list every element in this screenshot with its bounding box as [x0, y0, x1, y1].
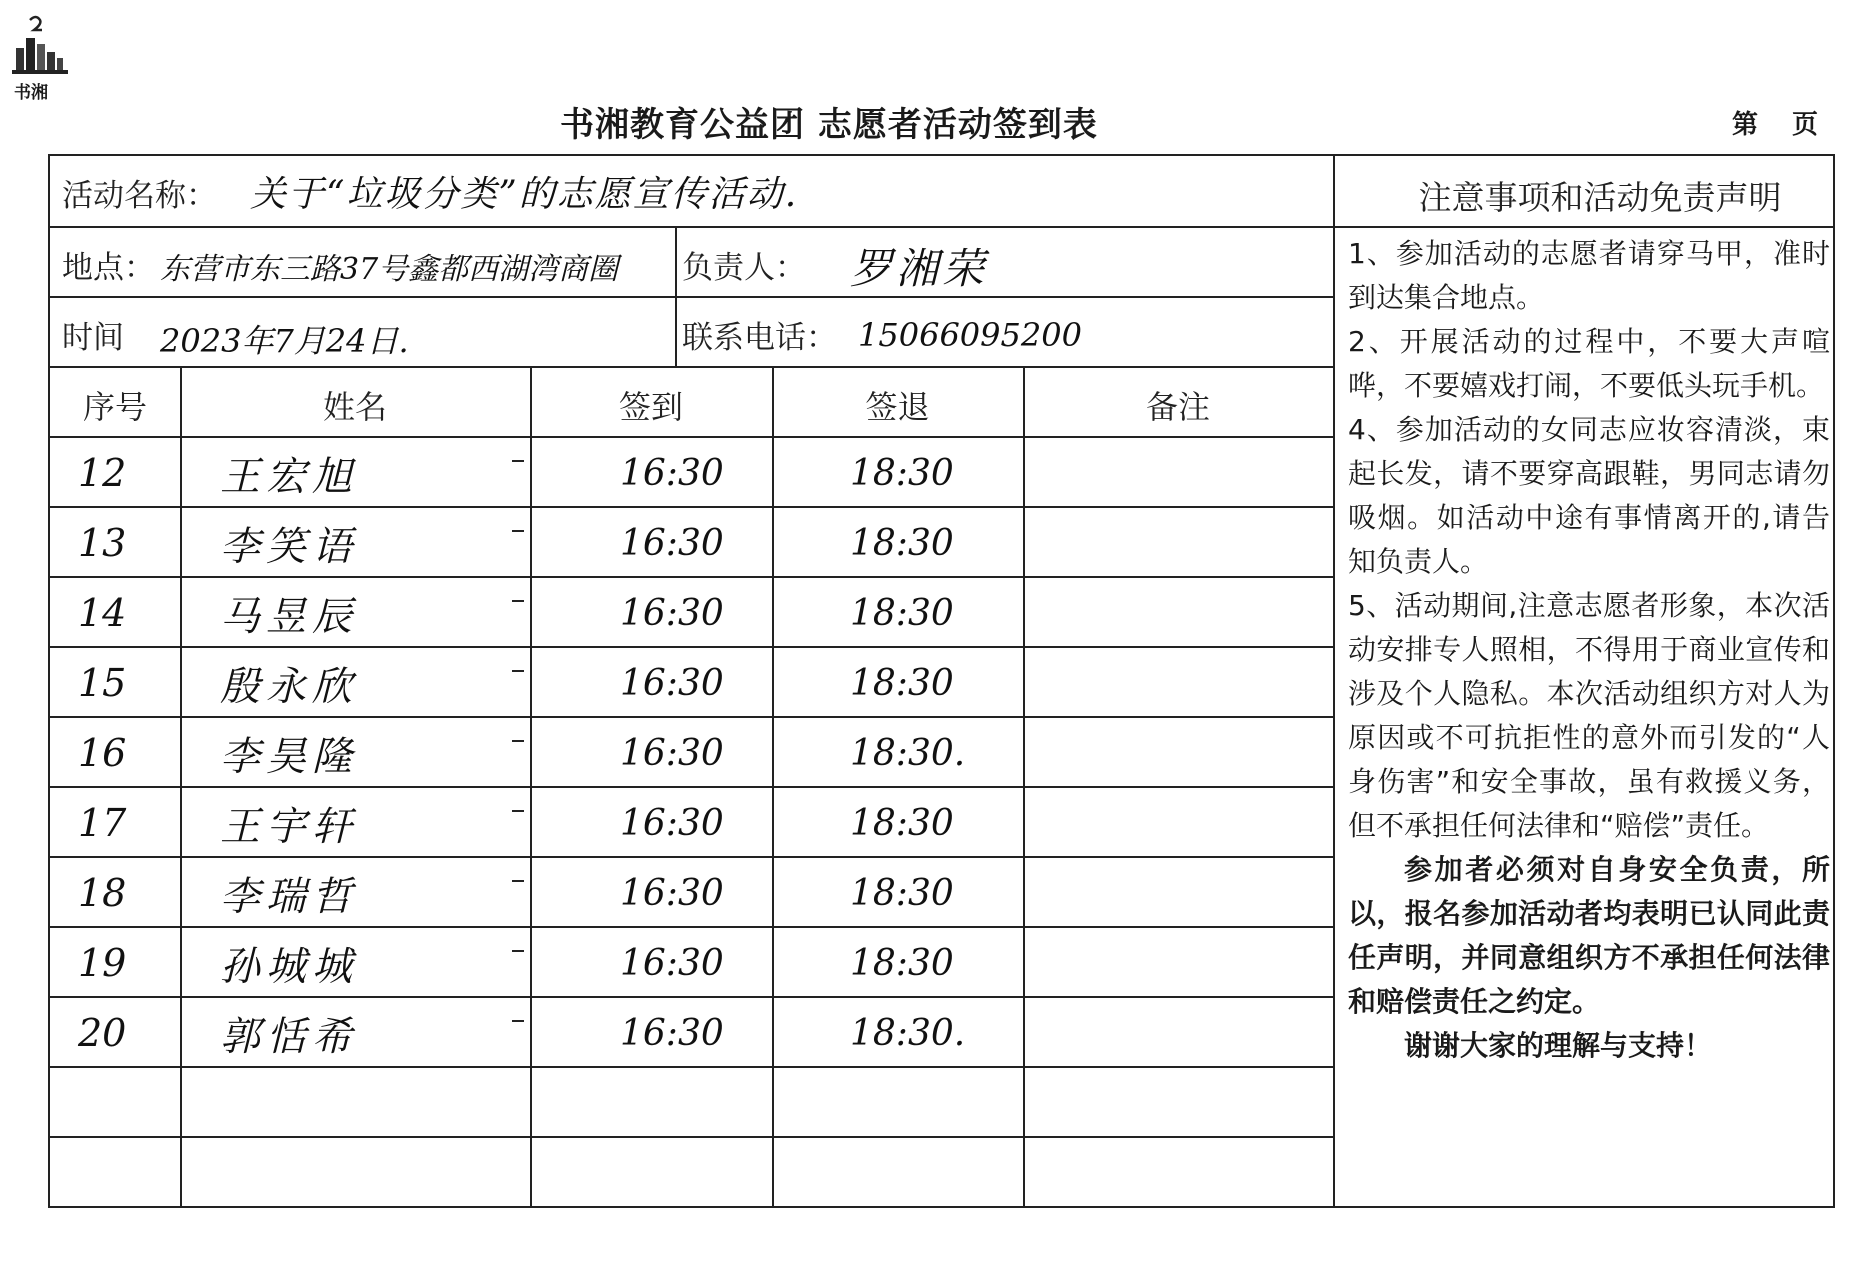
location-value: 东营市东三路37号鑫都西湖湾商圈: [160, 252, 619, 287]
row-name: [220, 1138, 540, 1208]
row-sign-out: 18:30: [850, 592, 954, 634]
row-sign-in: [620, 1068, 810, 1138]
row-seq: 14: [78, 591, 127, 635]
page-title: 书湘教育公益团 志愿者活动签到表: [560, 105, 1098, 145]
notice-item: 1、参加活动的志愿者请穿马甲，准时到达集合地点。: [1348, 237, 1830, 314]
row-seq: 13: [78, 521, 127, 565]
location-label: 地点：: [62, 250, 155, 286]
row-name: 王宏旭: [220, 453, 358, 500]
row-seq: 18: [78, 871, 127, 915]
col-header-seq: 序号: [82, 388, 147, 426]
row-seq: [78, 1068, 168, 1138]
row-sign-out: [850, 1068, 1050, 1138]
row-seq: [78, 1138, 168, 1208]
row-sign-in: 16:30: [620, 592, 724, 634]
notice-thanks: 谢谢大家的理解与支持！: [1404, 1029, 1713, 1062]
row-name: 李笑语: [220, 523, 358, 570]
activity-name-value: 关于“垃圾分类”的志愿宣传活动.: [250, 174, 799, 215]
row-sign-in: 16:30: [620, 452, 724, 494]
col-header-sign-in: 签到: [618, 388, 683, 426]
row-sign-in: 16:30: [620, 942, 724, 984]
row-name: 李瑞哲: [220, 873, 358, 920]
row-sign-out: 18:30: [850, 802, 954, 844]
page-number-label: 第页: [1732, 110, 1853, 140]
time-value: 2023年7月24日.: [160, 322, 409, 360]
row-sign-out: 18:30: [850, 872, 954, 914]
row-name: [220, 1068, 540, 1138]
row-seq: 17: [78, 801, 127, 845]
row-sign-in: [620, 1138, 810, 1208]
row-name: 殷永欣: [220, 663, 358, 710]
notice-title: 注意事项和活动免责声明: [1418, 178, 1782, 217]
row-sign-out: 18:30.: [850, 1012, 966, 1054]
row-sign-in: 16:30: [620, 732, 724, 774]
row-name: 孙城城: [220, 943, 358, 990]
row-sign-out: [850, 1138, 1050, 1208]
sign-in-sheet: [48, 154, 1835, 1208]
row-seq: 19: [78, 941, 127, 985]
row-seq: 20: [78, 1011, 127, 1055]
row-sign-out: 18:30: [850, 662, 954, 704]
col-header-note: 备注: [1145, 388, 1210, 426]
row-sign-out: 18:30.: [850, 732, 966, 774]
row-name: 李昊隆: [220, 733, 358, 780]
row-seq: 16: [78, 731, 127, 775]
row-sign-out: 18:30: [850, 942, 954, 984]
notice-item: 5、活动期间,注意志愿者形象，本次活动安排专人照相，不得用于商业宣传和涉及个人隐私。本次活动组织方对人为原因或不可抗拒性的意外而引发的“人身伤害”和安全事故，虽有救援义务，但不承担任何法律和“赔偿”责任。: [1348, 589, 1830, 842]
notice-item: 2、开展活动的过程中，不要大声喧哗，不要嬉戏打闹，不要低头玩手机。: [1348, 325, 1830, 402]
row-sign-in: 16:30: [620, 522, 724, 564]
phone-value: 15066095200: [858, 316, 1082, 354]
row-seq: 15: [78, 661, 127, 705]
row-name: 马昱辰: [220, 593, 358, 640]
leader-value: 罗湘荣: [850, 244, 989, 293]
activity-name-label: 活动名称：: [62, 178, 217, 214]
city-skyline-icon: [10, 14, 70, 78]
notice-item: 4、参加活动的女同志应妆容清淡，束起长发，请不要穿高跟鞋，男同志请勿吸烟。如活动中途有事情离开的,请告知负责人。: [1348, 413, 1830, 578]
logo: [10, 14, 70, 103]
notice-body: [1348, 232, 1830, 1068]
phone-label: 联系电话：: [682, 320, 837, 356]
col-header-sign-out: 签退: [865, 388, 930, 426]
notice-emphasis: 参加者必须对自身安全负责，所以，报名参加活动者均表明已认同此责任声明，并同意组织方不承担任何法律和赔偿责任之约定。: [1348, 853, 1830, 1018]
row-name: 王宇轩: [220, 803, 358, 850]
row-name: 郭恬希: [220, 1013, 358, 1060]
col-header-name: 姓名: [322, 388, 387, 426]
row-seq: 12: [78, 451, 127, 495]
logo-text: 书湘: [14, 83, 48, 103]
row-sign-in: 16:30: [620, 1012, 724, 1054]
row-sign-out: 18:30: [850, 522, 954, 564]
row-sign-in: 16:30: [620, 662, 724, 704]
leader-label: 负责人：: [682, 250, 806, 286]
row-sign-in: 16:30: [620, 802, 724, 844]
row-sign-out: 18:30: [850, 452, 954, 494]
time-label: 时间: [62, 320, 124, 356]
row-sign-in: 16:30: [620, 872, 724, 914]
